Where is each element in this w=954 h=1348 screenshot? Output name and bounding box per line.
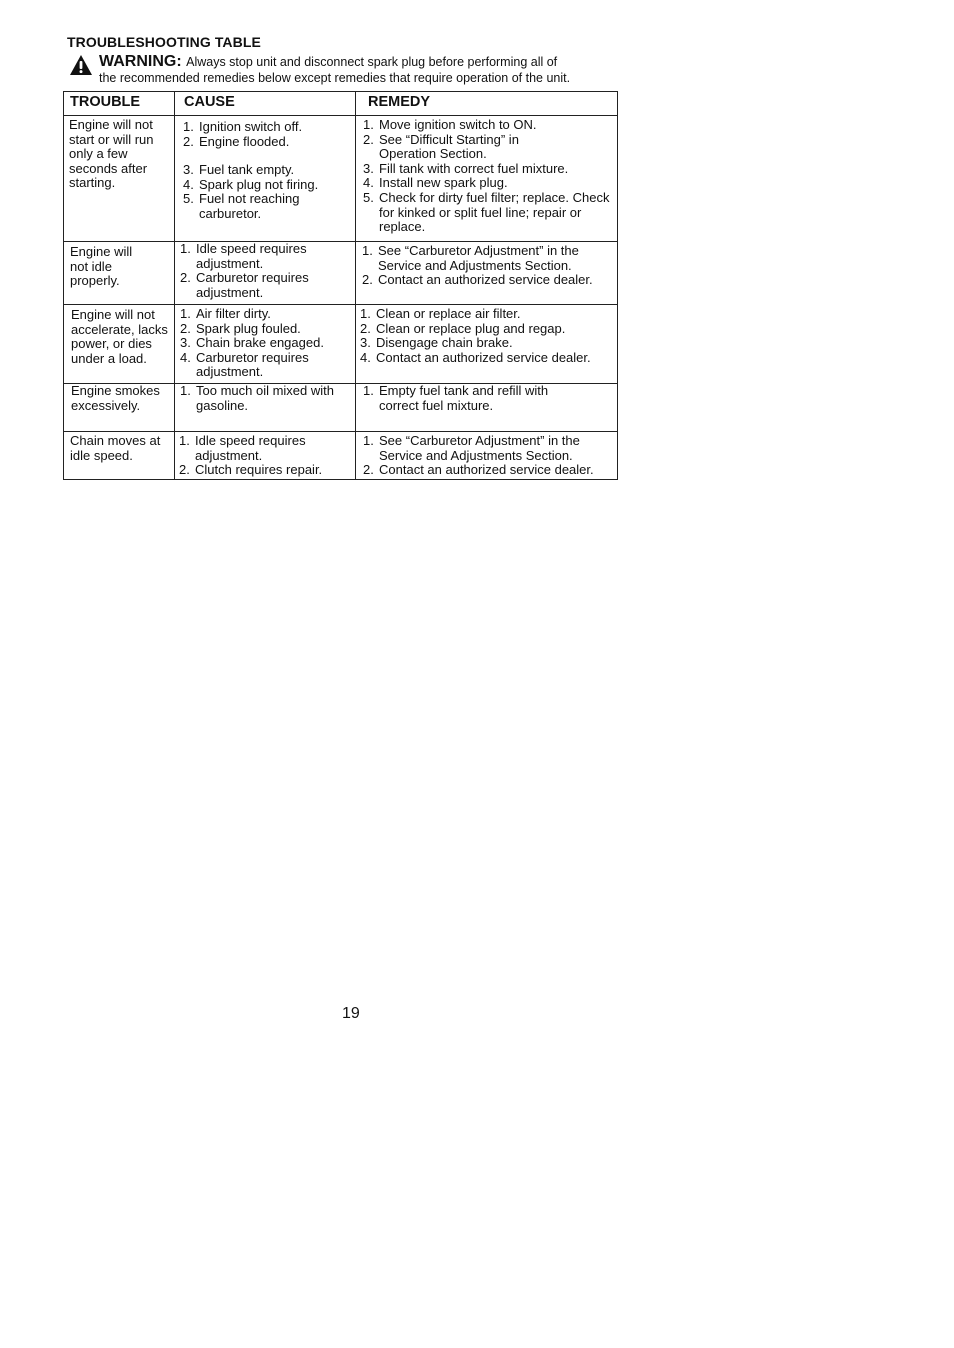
remedy-cell <box>356 432 618 480</box>
remedy-item: 5. Check for dirty fuel filter; replace. Check for kinked or split fuel line; repair or replace. <box>363 189 610 235</box>
cause-item: 4. Carburetor requires adjustment. <box>180 349 309 380</box>
cause-item: 2. Carburetor requires adjustment. <box>180 270 309 300</box>
trouble-text: Chain moves at idle speed. <box>70 433 161 463</box>
trouble-text: Engine will not idle properly. <box>70 244 133 289</box>
trouble-cell <box>64 432 175 480</box>
remedy-cell <box>356 242 618 305</box>
warning-triangle-icon <box>69 54 93 76</box>
trouble-text: Engine will not accelerate, lacks power, or dies under a load. <box>71 307 168 366</box>
table-row <box>64 305 618 384</box>
header-remedy: REMEDY <box>356 92 618 116</box>
remedy-item: 2. Contact an authorized service dealer. <box>362 272 593 288</box>
trouble-cell <box>64 116 175 242</box>
remedy-item: 2. See “Difficult Starting” in Operation Section. <box>363 131 519 162</box>
cause-item: 2. Spark plug fouled. <box>180 320 301 336</box>
remedy-item: 4. Contact an authorized service dealer. <box>360 349 591 365</box>
cause-item: 2. Engine flooded. <box>183 133 290 149</box>
remedy-item: 1. Move ignition switch to ON. <box>363 117 537 132</box>
warning-text-line2: the recommended remedies below except remedies that require operation of the unit. <box>99 71 571 85</box>
remedy-item: 1. See “Carburetor Adjustment” in the Service and Adjustments Section. <box>363 433 580 463</box>
remedy-item: 4. Install new spark plug. <box>363 175 508 191</box>
remedy-item: 3. Fill tank with correct fuel mixture. <box>363 160 569 176</box>
trouble-text: Engine smokes excessively. <box>71 383 160 413</box>
cause-item: 3. Fuel tank empty. <box>183 162 295 178</box>
trouble-cell <box>64 305 175 384</box>
header-trouble: TROUBLE <box>64 92 175 116</box>
remedy-item: 3. Disengage chain brake. <box>360 335 513 351</box>
cause-cell <box>175 242 356 305</box>
remedy-cell <box>356 384 618 432</box>
page-number: 19 <box>342 1005 360 1022</box>
cause-item: 1. Too much oil mixed with gasoline. <box>180 383 334 413</box>
cause-item: 1. Idle speed requires adjustment. <box>180 241 307 271</box>
cause-item: 3. Chain brake engaged. <box>180 335 324 351</box>
cause-item: 4. Spark plug not firing. <box>183 176 319 192</box>
cause-cell <box>175 384 356 432</box>
cause-item: 2. Clutch requires repair. <box>179 462 323 478</box>
page-title: TROUBLESHOOTING TABLE <box>67 34 261 50</box>
cause-item: 1. Air filter dirty. <box>180 306 271 321</box>
remedy-item: 2. Contact an authorized service dealer. <box>363 462 594 478</box>
remedy-item: 1. Empty fuel tank and refill with correct fuel mixture. <box>363 383 549 413</box>
trouble-cell <box>64 384 175 432</box>
table-row <box>64 242 618 305</box>
table-row <box>64 432 618 480</box>
header-cause: CAUSE <box>175 92 356 116</box>
remedy-item: 2. Clean or replace plug and regap. <box>360 320 566 336</box>
table-row <box>64 116 618 242</box>
cause-item: 1. Ignition switch off. <box>183 119 303 134</box>
remedy-item: 1. Clean or replace air filter. <box>360 306 521 321</box>
table-row <box>64 384 618 432</box>
trouble-text: Engine will not start or will run only a few seconds after starting. <box>69 117 154 191</box>
warning-label: WARNING: <box>99 53 182 70</box>
cause-cell <box>175 432 356 480</box>
table-header-row <box>64 92 618 116</box>
remedy-cell <box>356 116 618 242</box>
troubleshooting-table <box>63 91 618 480</box>
warning-text-line1: Always stop unit and disconnect spark plug before performing all of <box>186 55 558 69</box>
cause-item: 5. Fuel not reaching carburetor. <box>183 191 300 221</box>
remedy-cell <box>356 305 618 384</box>
cause-cell <box>175 116 356 242</box>
trouble-cell <box>64 242 175 305</box>
cause-cell <box>175 305 356 384</box>
remedy-item: 1. See “Carburetor Adjustment” in the Service and Adjustments Section. <box>362 243 579 273</box>
cause-item: 1. Idle speed requires adjustment. <box>179 433 306 463</box>
